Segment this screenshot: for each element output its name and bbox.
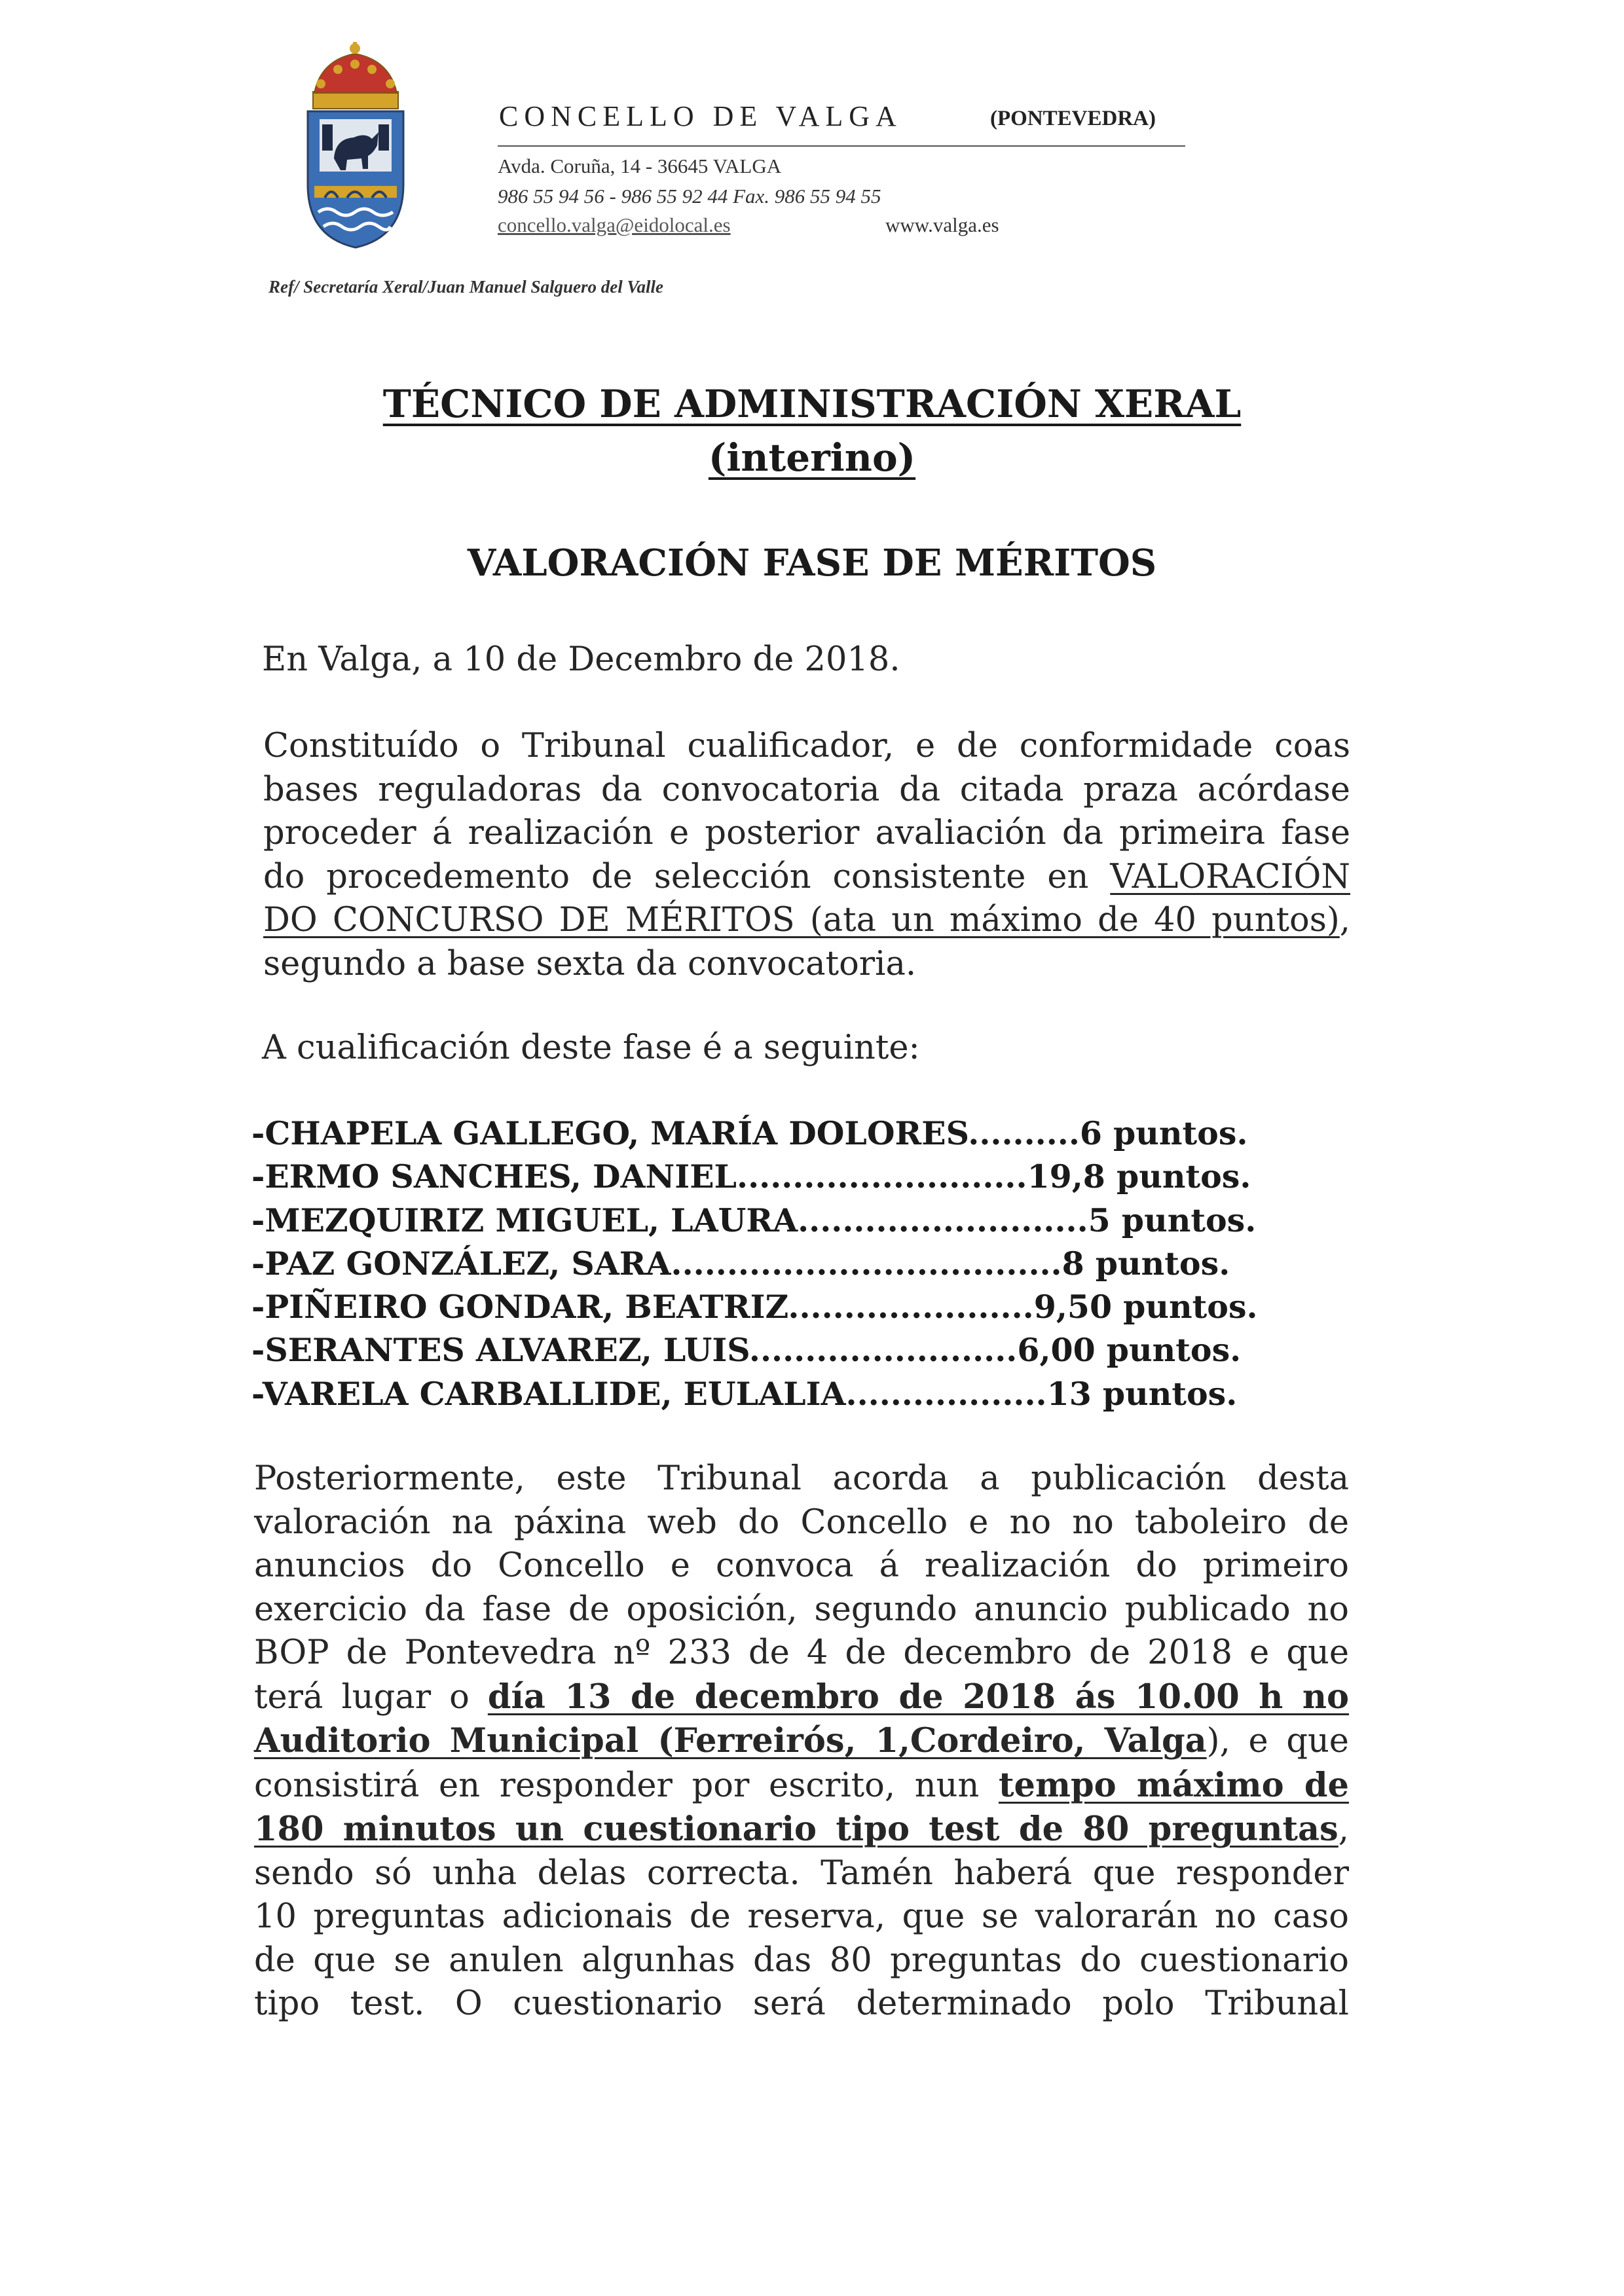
leader-dots: .................. xyxy=(845,1374,1047,1413)
posterior-line: Posteriormente, este Tribunal acorda a publicación desta xyxy=(254,1459,1349,1498)
posterior-line xyxy=(254,1808,1349,1852)
intro-line: proceder á realización e posterior avaliación da primeira fase xyxy=(263,814,1350,852)
posterior-line: tipo test. O cuestionario será determinado polo Tribunal xyxy=(254,1984,1349,2023)
candidate-score: 9,50 puntos. xyxy=(1033,1288,1258,1326)
leader-dots: ................................... xyxy=(671,1244,1062,1283)
intro-line: Constituído o Tribunal cualificador, e de conformidade coas xyxy=(263,727,1350,765)
posterior-text: consistirá en responder por escrito, nun xyxy=(254,1766,999,1805)
document-subtitle-text: (interino) xyxy=(708,435,916,480)
result-row xyxy=(251,1375,1306,1418)
posterior-line xyxy=(254,1675,1349,1720)
organization-province: (PONTEVEDRA) xyxy=(990,107,1156,130)
municipal-crest-icon xyxy=(295,41,416,250)
intro-line xyxy=(263,856,1350,900)
posterior-line: valoración na páxina web do Concello e no no taboleiro de xyxy=(254,1503,1349,1542)
posterior-text: , xyxy=(1338,1810,1349,1849)
exam-date-emphasis: día 13 de decembro de 2018 ás 10.00 h no xyxy=(487,1677,1350,1717)
results-lead xyxy=(262,1027,1349,1070)
document-subtitle xyxy=(0,435,1624,480)
result-row xyxy=(251,1201,1306,1245)
posterior-line: exercicio da fase de oposición, segundo anuncio publicado no xyxy=(254,1590,1349,1629)
leader-dots: ...................... xyxy=(788,1288,1034,1326)
posterior-paragraph xyxy=(254,1457,1349,2026)
intro-emphasis: DO CONCURSO DE MÉRITOS (ata un máximo de 40 puntos) xyxy=(263,901,1340,939)
exam-venue-emphasis: Auditorio Municipal (Ferreirós, 1,Cordeiro, Valga xyxy=(254,1721,1207,1760)
posterior-line: BOP de Pontevedra nº 233 de 4 de decembro de 2018 e que xyxy=(254,1633,1349,1672)
candidate-name: -MEZQUIRIZ MIGUEL, LAURA xyxy=(251,1201,798,1239)
leader-dots: .......................... xyxy=(737,1157,1027,1196)
intro-line xyxy=(263,899,1350,943)
candidate-score: 6 puntos. xyxy=(1079,1114,1248,1152)
email-link[interactable]: concello.valga@eidolocal.es xyxy=(498,213,731,236)
phone-numbers: 986 55 94 56 - 986 55 92 44 Fax. 986 55 94 55 xyxy=(498,185,881,208)
intro-paragraph xyxy=(263,725,1350,986)
result-row xyxy=(251,1288,1306,1331)
candidate-score: 8 puntos. xyxy=(1061,1244,1230,1283)
intro-emphasis: VALORACIÓN xyxy=(1110,857,1350,896)
result-row xyxy=(251,1157,1306,1201)
posterior-line xyxy=(254,1764,1349,1808)
posterior-line xyxy=(254,1719,1349,1764)
candidate-name: -SERANTES ALVAREZ, LUIS xyxy=(251,1331,749,1370)
posterior-line: anuncios do Concello e convoca á realización do primeiro xyxy=(254,1546,1349,1585)
intro-line: segundo a base sexta da convocatoria. xyxy=(263,944,917,983)
result-row xyxy=(251,1245,1306,1288)
posterior-line: sendo só unha delas correcta. Tamén haberá que responder xyxy=(254,1853,1349,1893)
document-title xyxy=(0,382,1624,426)
results-lead-text: A cualificación deste fase é a seguinte: xyxy=(262,1029,920,1067)
exam-duration-emphasis: tempo máximo de xyxy=(998,1765,1349,1805)
date-line xyxy=(262,638,1349,682)
leader-dots: .......... xyxy=(968,1114,1080,1152)
intro-text: , xyxy=(1339,901,1350,939)
candidate-name: -VARELA CARBALLIDE, EULALIA xyxy=(251,1374,846,1413)
results-list xyxy=(251,1114,1306,1418)
candidate-name: -PAZ GONZÁLEZ, SARA xyxy=(251,1244,671,1283)
intro-text: do procedemento de selección consistente en xyxy=(263,857,1111,896)
document-title-text: TÉCNICO DE ADMINISTRACIÓN XERAL xyxy=(382,382,1242,426)
candidate-score: 19,8 puntos. xyxy=(1027,1157,1251,1196)
exam-duration-emphasis: 180 minutos un cuestionario tipo test de 80 preguntas xyxy=(254,1810,1338,1849)
candidate-score: 6,00 puntos. xyxy=(1017,1331,1242,1370)
candidate-score: 5 puntos. xyxy=(1088,1201,1257,1239)
leader-dots: .......................... xyxy=(798,1201,1088,1239)
website-link[interactable]: www.valga.es xyxy=(885,213,999,236)
postal-address: Avda. Coruña, 14 - 36645 VALGA xyxy=(498,155,782,177)
candidate-score: 13 puntos. xyxy=(1046,1374,1238,1413)
result-row xyxy=(251,1114,1306,1157)
date-text: En Valga, a 10 de Decembro de 2018. xyxy=(262,640,900,679)
reference-line: Ref/ Secretaría Xeral/Juan Manuel Salguero del Valle xyxy=(268,277,664,297)
candidate-name: -ERMO SANCHES, DANIEL xyxy=(251,1157,737,1196)
posterior-text: terá lugar o xyxy=(254,1677,488,1717)
leader-dots: ........................ xyxy=(748,1331,1018,1370)
section-heading: VALORACIÓN FASE DE MÉRITOS xyxy=(467,541,1157,585)
candidate-name: -CHAPELA GALLEGO, MARÍA DOLORES xyxy=(251,1114,969,1152)
posterior-line: de que se anulen algunhas das 80 preguntas do cuestionario xyxy=(254,1941,1349,1980)
posterior-text: ), e que xyxy=(1206,1722,1349,1760)
candidate-name: -PIÑEIRO GONDAR, BEATRIZ xyxy=(251,1288,788,1326)
organization-name: CONCELLO DE VALGA xyxy=(499,100,902,132)
intro-line: bases reguladoras da convocatoria da citada praza acórdase xyxy=(263,770,1350,809)
result-row xyxy=(251,1331,1306,1374)
letterhead-divider xyxy=(498,145,1185,147)
posterior-line: 10 preguntas adicionais de reserva, que se valorarán no caso xyxy=(254,1897,1349,1936)
